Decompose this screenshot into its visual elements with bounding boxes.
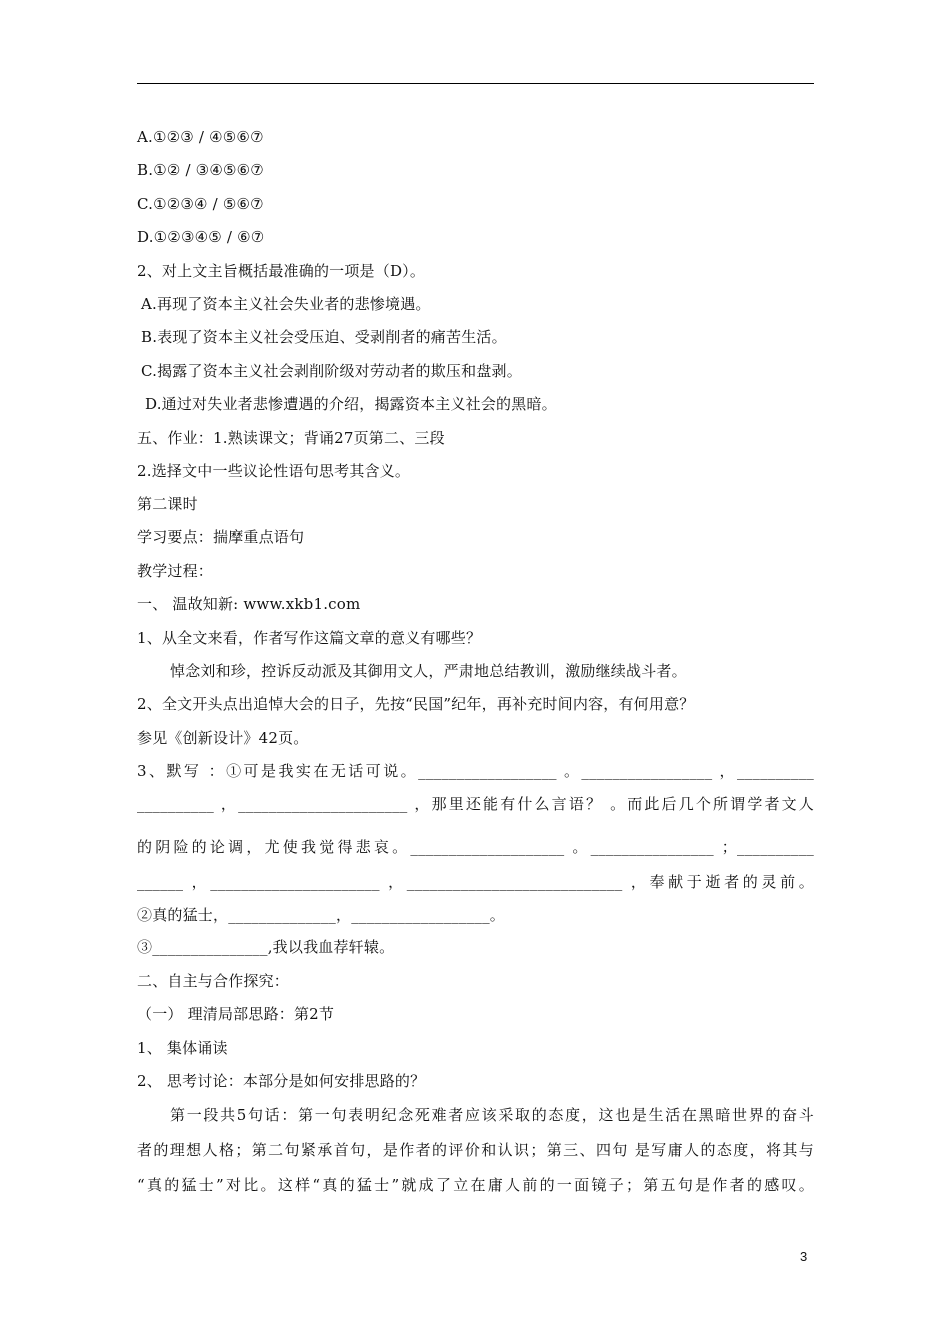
homework-item-2: 2.选择文中一些议论性语句思考其含义。 bbox=[137, 462, 411, 480]
review-answer-2: 参见《创新设计》42页。 bbox=[137, 729, 309, 747]
learning-points: 学习要点：揣摩重点语句 bbox=[137, 528, 305, 546]
dictation-line-4: ______ ，______________________ ，____________________________ ，奉献于逝者的灵前。 bbox=[137, 873, 814, 891]
review-answer-1: 悼念刘和珍，控诉反动派及其御用文人，严肃地总结教训，激励继续战斗者。 bbox=[170, 662, 687, 680]
section-review: 一、 温故知新: www.xkb1.com bbox=[137, 595, 361, 613]
answer-b: B.表现了资本主义社会受压迫、受剥削者的痛苦生活。 bbox=[141, 328, 507, 346]
analysis-line-1: 第一段共5句话：第一句表明纪念死难者应该采取的态度，这也是生活在黑暗世界的奋斗 bbox=[170, 1106, 814, 1124]
option-d: D.①②③④⑤ / ⑥⑦ bbox=[137, 228, 265, 246]
dictation-line-5: ②真的猛士，______________，__________________。 bbox=[137, 906, 506, 924]
teaching-process: 教学过程： bbox=[137, 562, 214, 580]
answer-a: A.再现了资本主义社会失业者的悲惨境遇。 bbox=[141, 295, 431, 313]
option-b: B.①② / ③④⑤⑥⑦ bbox=[137, 161, 264, 179]
review-question-2: 2、全文开头点出追悼大会的日子，先按“民国”纪年，再补充时间内容，有何用意？ bbox=[137, 695, 695, 713]
page-number: 3 bbox=[800, 1249, 808, 1264]
subsection-1: （一） 理清局部思路：第2节 bbox=[137, 1005, 335, 1023]
step-2: 2、 思考讨论：本部分是如何安排思路的？ bbox=[137, 1072, 426, 1090]
dictation-line-2: __________ ，______________________ ，那里还能有什么言语？ 。而此后几个所谓学者文人 bbox=[137, 795, 814, 813]
option-c: C.①②③④ / ⑤⑥⑦ bbox=[137, 195, 264, 213]
dictation-line-6: ③_______________,我以我血荐轩辕。 bbox=[137, 938, 395, 956]
answer-c: C.揭露了资本主义社会剥削阶级对劳动者的欺压和盘剥。 bbox=[141, 362, 522, 380]
question-2: 2、对上文主旨概括最准确的一项是（D）。 bbox=[137, 262, 426, 280]
lesson-title: 第二课时 bbox=[137, 495, 198, 513]
analysis-line-2: 者的理想人格；第二句紧承首句，是作者的评价和认识；第三、四句 是写庸人的态度，将其与 bbox=[137, 1141, 814, 1159]
header-rule bbox=[137, 83, 814, 84]
section-explore: 二、自主与合作探究： bbox=[137, 972, 290, 990]
step-1: 1、 集体诵读 bbox=[137, 1039, 228, 1057]
answer-d: D.通过对失业者悲惨遭遇的介绍，揭露资本主义社会的黑暗。 bbox=[145, 395, 557, 413]
analysis-line-3: “真的猛士”对比。这样“真的猛士”就成了立在庸人前的一面镜子；第五句是作者的感叹。 bbox=[137, 1176, 814, 1194]
homework-heading: 五、作业：1.熟读课文；背诵27页第二、三段 bbox=[137, 429, 445, 447]
option-a: A.①②③ / ④⑤⑥⑦ bbox=[137, 128, 264, 146]
review-question-1: 1、从全文来看，作者写作这篇文章的意义有哪些？ bbox=[137, 629, 482, 647]
dictation-line-3: 的阴险的论调，尤使我觉得悲哀。____________________ 。________________ ；__________ bbox=[137, 838, 814, 856]
dictation-line-1: 3、默写 ：①可是我实在无话可说。__________________ 。_________________ ，__________ bbox=[137, 762, 814, 780]
